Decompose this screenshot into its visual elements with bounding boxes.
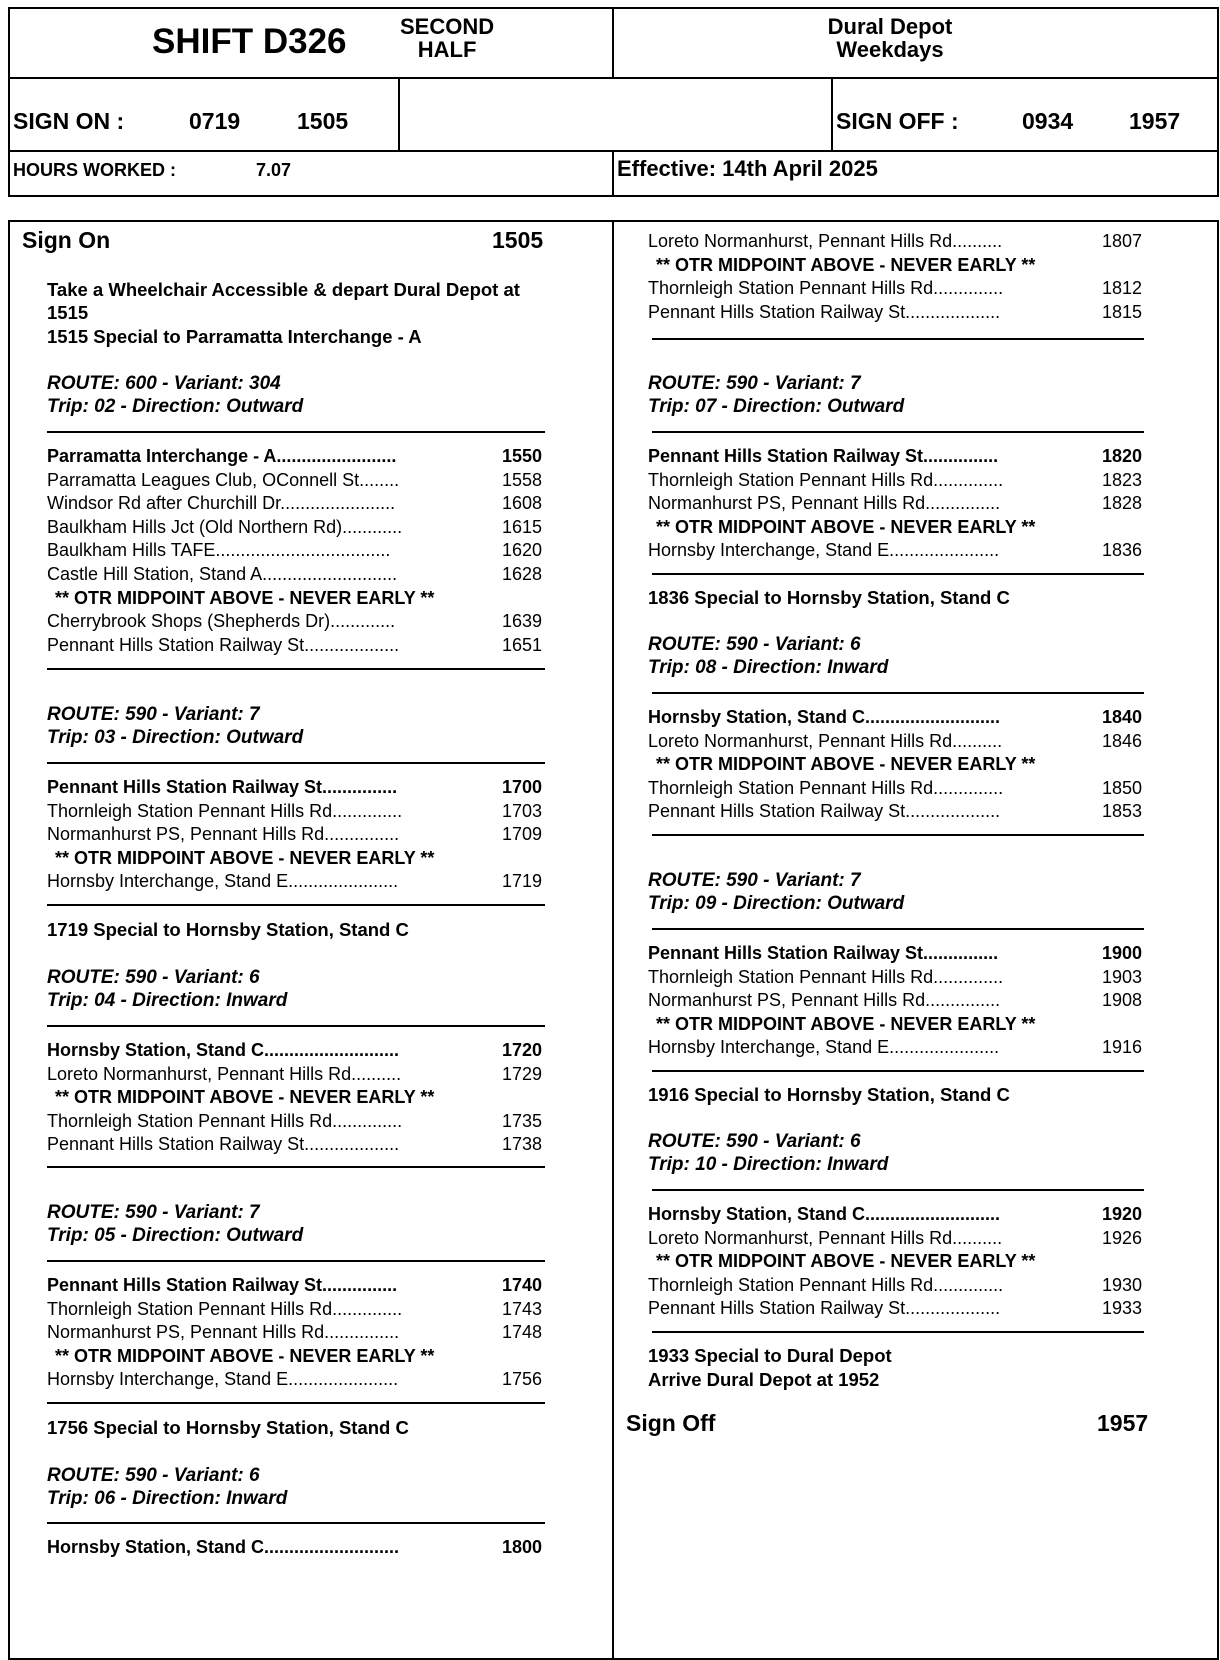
stop-name: Windsor Rd after Churchill Dr....................... <box>47 493 396 514</box>
stop-time: 1800 <box>502 1537 543 1557</box>
stop-name: Thornleigh Station Pennant Hills Rd.............. <box>648 966 1004 987</box>
trip-line: Trip: 02 - Direction: Outward <box>47 396 304 417</box>
header-vdivider-top <box>612 7 614 79</box>
stop-name: Hornsby Interchange, Stand E...................... <box>648 540 1000 561</box>
trip-line: Trip: 04 - Direction: Inward <box>47 990 288 1011</box>
separator <box>47 1260 545 1262</box>
half-line-2: HALF <box>417 37 477 62</box>
stop-name: Parramatta Leagues Club, OConnell St........ <box>47 469 400 490</box>
stop-time: 1720 <box>502 1040 543 1060</box>
stop-name: Thornleigh Station Pennant Hills Rd.............. <box>47 1298 403 1319</box>
trip-line: Trip: 09 - Direction: Outward <box>648 893 905 914</box>
half-label <box>400 15 494 61</box>
route-line: ROUTE: 590 - Variant: 7 <box>648 870 861 891</box>
stop-time: 1930 <box>1102 1274 1143 1295</box>
sign-off-time-1: 0934 <box>1022 108 1074 134</box>
route-line: ROUTE: 590 - Variant: 6 <box>648 634 861 655</box>
depot-label <box>810 15 970 61</box>
separator <box>47 904 545 906</box>
stop-time: 1608 <box>502 493 543 514</box>
separator <box>652 1189 1144 1191</box>
stop-time: 1756 <box>502 1369 543 1390</box>
stop-name: Thornleigh Station Pennant Hills Rd.............. <box>648 278 1004 299</box>
shift-title: SHIFT D326 <box>152 22 347 61</box>
route-line: ROUTE: 590 - Variant: 7 <box>47 1202 260 1223</box>
otr-midpoint-note: ** OTR MIDPOINT ABOVE - NEVER EARLY ** <box>656 254 1036 275</box>
special-line: 1916 Special to Hornsby Station, Stand C <box>648 1084 1010 1105</box>
otr-midpoint-note: ** OTR MIDPOINT ABOVE - NEVER EARLY ** <box>55 1087 435 1108</box>
stop-name: Pennant Hills Station Railway St............... <box>648 446 999 466</box>
separator <box>652 928 1144 930</box>
stop-name: Hornsby Station, Stand C........................... <box>648 1204 1001 1224</box>
otr-midpoint-note: ** OTR MIDPOINT ABOVE - NEVER EARLY ** <box>55 847 435 868</box>
stop-time: 1836 <box>1102 540 1143 561</box>
stop-time: 1651 <box>502 634 543 655</box>
stop-time: 1703 <box>502 800 543 821</box>
stop-name: Normanhurst PS, Pennant Hills Rd............... <box>648 493 1001 514</box>
stop-name: Pennant Hills Station Railway St............... <box>47 1275 398 1295</box>
stop-name: Pennant Hills Station Railway St............... <box>47 777 398 797</box>
trip-line: Trip: 05 - Direction: Outward <box>47 1225 304 1246</box>
stop-time: 1615 <box>502 516 543 537</box>
separator <box>47 1025 545 1027</box>
stop-time: 1628 <box>502 564 543 584</box>
stop-name: Hornsby Station, Stand C........................... <box>47 1537 400 1557</box>
otr-midpoint-note: ** OTR MIDPOINT ABOVE - NEVER EARLY ** <box>55 1345 435 1366</box>
intro-line-3: 1515 Special to Parramatta Interchange - A <box>47 326 422 347</box>
end-special-line: 1933 Special to Dural Depot <box>648 1345 892 1366</box>
route-line: ROUTE: 590 - Variant: 7 <box>47 704 260 725</box>
stop-name: Castle Hill Station, Stand A........................... <box>47 564 398 584</box>
separator <box>47 1166 545 1168</box>
trip-line: Trip: 10 - Direction: Inward <box>648 1154 889 1175</box>
stop-time: 1550 <box>502 446 543 466</box>
stop-time: 1900 <box>1102 943 1143 963</box>
separator <box>47 668 545 670</box>
header-vdivider-signoff <box>831 77 833 152</box>
stop-time: 1828 <box>1102 493 1143 514</box>
sign-on-label: SIGN ON : <box>13 108 125 134</box>
half-line-1: SECOND <box>400 14 495 39</box>
stop-name: Normanhurst PS, Pennant Hills Rd............... <box>47 824 400 845</box>
stop-name: Pennant Hills Station Railway St................... <box>648 301 1001 322</box>
stop-name: Hornsby Interchange, Stand E...................... <box>47 871 399 892</box>
stop-name: Loreto Normanhurst, Pennant Hills Rd.......... <box>648 730 1003 751</box>
special-line: 1836 Special to Hornsby Station, Stand C <box>648 587 1010 608</box>
stop-name: Normanhurst PS, Pennant Hills Rd............... <box>648 990 1001 1011</box>
otr-midpoint-note: ** OTR MIDPOINT ABOVE - NEVER EARLY ** <box>656 754 1036 775</box>
stop-name: Pennant Hills Station Railway St................... <box>648 1298 1001 1319</box>
trip-line: Trip: 07 - Direction: Outward <box>648 396 905 417</box>
stop-name: Parramatta Interchange - A........................ <box>47 446 397 466</box>
stop-time: 1807 <box>1102 231 1143 251</box>
otr-midpoint-note: ** OTR MIDPOINT ABOVE - NEVER EARLY ** <box>656 516 1036 537</box>
stop-name: Pennant Hills Station Railway St................... <box>47 634 400 655</box>
stop-name: Thornleigh Station Pennant Hills Rd.............. <box>648 777 1004 798</box>
stop-time: 1846 <box>1102 730 1143 751</box>
stop-time: 1719 <box>502 871 543 892</box>
right-sign-off-label: Sign Off <box>626 1410 716 1436</box>
sign-off-label: SIGN OFF : <box>836 108 959 134</box>
stop-name: Cherrybrook Shops (Shepherds Dr)............. <box>47 611 396 632</box>
stop-time: 1815 <box>1102 301 1143 322</box>
stop-time: 1812 <box>1102 278 1143 299</box>
stop-name: Loreto Normanhurst, Pennant Hills Rd.......... <box>648 231 1003 251</box>
stop-name: Pennant Hills Station Railway St............... <box>648 943 999 963</box>
stop-name: Hornsby Interchange, Stand E...................... <box>47 1369 399 1390</box>
stop-name: Thornleigh Station Pennant Hills Rd.............. <box>47 800 403 821</box>
stop-time: 1933 <box>1102 1298 1143 1319</box>
stop-time: 1709 <box>502 824 543 845</box>
stop-time: 1738 <box>502 1134 543 1155</box>
schedule-column-divider <box>612 220 614 1660</box>
separator <box>652 431 1144 433</box>
sign-on-time-1: 0719 <box>189 108 241 134</box>
stop-time: 1908 <box>1102 990 1143 1011</box>
stop-name: Loreto Normanhurst, Pennant Hills Rd.......... <box>648 1227 1003 1248</box>
route-line: ROUTE: 590 - Variant: 7 <box>648 373 861 394</box>
stop-name: Hornsby Station, Stand C........................... <box>648 707 1001 727</box>
depot-line-1: Dural Depot <box>827 14 953 39</box>
stop-name: Thornleigh Station Pennant Hills Rd.............. <box>648 469 1004 490</box>
separator <box>47 431 545 433</box>
stop-time: 1639 <box>502 611 543 632</box>
sign-on-time-2: 1505 <box>297 108 349 134</box>
stop-name: Loreto Normanhurst, Pennant Hills Rd.......... <box>47 1063 402 1084</box>
special-line: 1719 Special to Hornsby Station, Stand C <box>47 919 409 940</box>
separator <box>652 573 1144 575</box>
separator <box>652 834 1144 836</box>
hours-worked-label: HOURS WORKED : <box>13 160 176 180</box>
otr-midpoint-note: ** OTR MIDPOINT ABOVE - NEVER EARLY ** <box>656 1013 1036 1034</box>
stop-time: 1820 <box>1102 446 1143 466</box>
otr-midpoint-note: ** OTR MIDPOINT ABOVE - NEVER EARLY ** <box>656 1251 1036 1272</box>
sign-off-time-2: 1957 <box>1129 108 1181 134</box>
stop-name: Baulkham Hills TAFE................................... <box>47 540 391 561</box>
route-line: ROUTE: 590 - Variant: 6 <box>648 1131 861 1152</box>
separator <box>652 338 1144 340</box>
otr-midpoint-note: ** OTR MIDPOINT ABOVE - NEVER EARLY ** <box>55 587 435 608</box>
stop-time: 1903 <box>1102 966 1143 987</box>
separator <box>652 1070 1144 1072</box>
stop-time: 1740 <box>502 1275 543 1295</box>
trip-line: Trip: 06 - Direction: Inward <box>47 1488 288 1509</box>
stop-name: Hornsby Station, Stand C........................... <box>47 1040 400 1060</box>
stop-name: Baulkham Hills Jct (Old Northern Rd)............ <box>47 516 403 537</box>
effective-date: Effective: 14th April 2025 <box>617 156 878 181</box>
separator <box>47 1402 545 1404</box>
separator <box>652 1331 1144 1333</box>
stop-time: 1700 <box>502 777 543 797</box>
stop-time: 1920 <box>1102 1204 1143 1224</box>
intro-line-1: Take a Wheelchair Accessible & depart Dural Depot at <box>47 279 520 300</box>
right-sign-off-time: 1957 <box>1097 1410 1149 1436</box>
stop-time: 1823 <box>1102 469 1143 490</box>
stop-time: 1748 <box>502 1322 543 1343</box>
stop-name: Pennant Hills Station Railway St................... <box>47 1134 400 1155</box>
route-line: ROUTE: 600 - Variant: 304 <box>47 373 281 394</box>
separator <box>47 1522 545 1524</box>
special-line: 1756 Special to Hornsby Station, Stand C <box>47 1417 409 1438</box>
stop-time: 1558 <box>502 469 543 490</box>
stop-name: Normanhurst PS, Pennant Hills Rd............... <box>47 1322 400 1343</box>
separator <box>652 692 1144 694</box>
stop-name: Hornsby Interchange, Stand E...................... <box>648 1037 1000 1058</box>
intro-line-2: 1515 <box>47 302 89 323</box>
stop-name: Thornleigh Station Pennant Hills Rd.............. <box>47 1110 403 1131</box>
stop-name: Pennant Hills Station Railway St................... <box>648 801 1001 822</box>
depot-line-2: Weekdays <box>836 37 944 62</box>
end-arrive-line: Arrive Dural Depot at 1952 <box>648 1369 880 1390</box>
stop-time: 1853 <box>1102 801 1143 822</box>
header-vdivider-bottom <box>612 150 614 197</box>
stop-time: 1620 <box>502 540 543 561</box>
stop-time: 1729 <box>502 1063 543 1084</box>
stop-time: 1743 <box>502 1298 543 1319</box>
left-sign-on-time: 1505 <box>492 227 544 253</box>
separator <box>47 762 545 764</box>
trip-line: Trip: 08 - Direction: Inward <box>648 657 889 678</box>
route-line: ROUTE: 590 - Variant: 6 <box>47 1465 260 1486</box>
trip-line: Trip: 03 - Direction: Outward <box>47 727 304 748</box>
left-sign-on-label: Sign On <box>22 227 111 253</box>
stop-time: 1850 <box>1102 777 1143 798</box>
stop-time: 1916 <box>1102 1037 1143 1058</box>
stop-time: 1735 <box>502 1110 543 1131</box>
stop-time: 1840 <box>1102 707 1143 727</box>
stop-time: 1926 <box>1102 1227 1143 1248</box>
header-vdivider-signon <box>398 77 400 152</box>
stop-name: Thornleigh Station Pennant Hills Rd.............. <box>648 1274 1004 1295</box>
hours-worked-value: 7.07 <box>256 160 292 180</box>
route-line: ROUTE: 590 - Variant: 6 <box>47 967 260 988</box>
